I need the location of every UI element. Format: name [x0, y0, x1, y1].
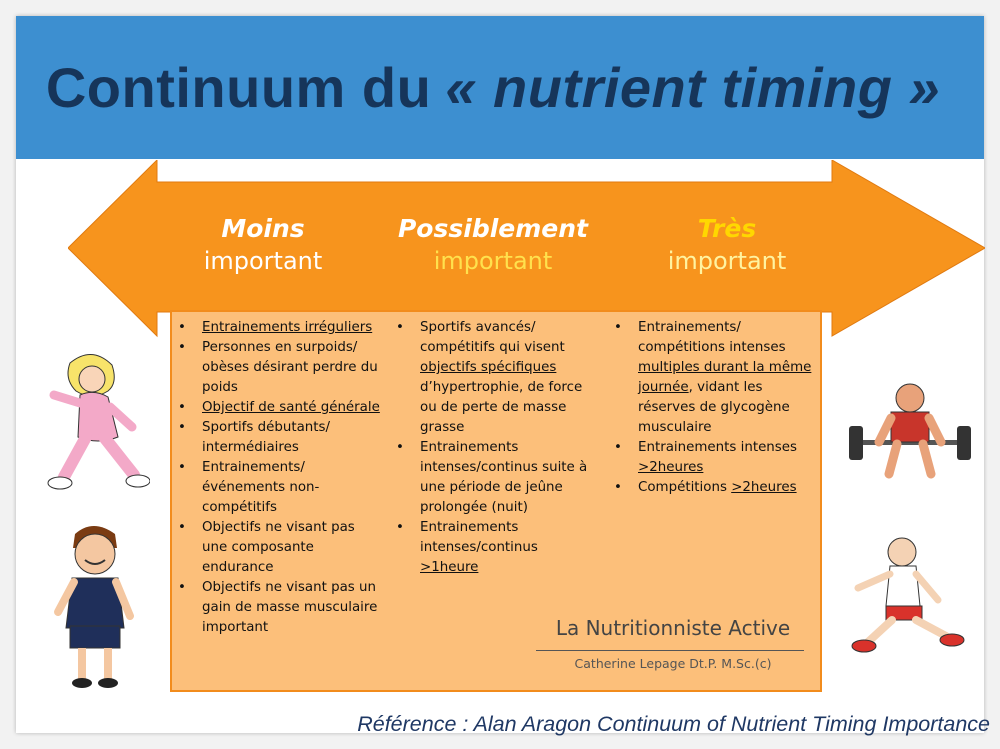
- underlined-text: Objectif de santé générale: [202, 400, 380, 415]
- bullet-text: Entrainements intenses: [638, 440, 797, 455]
- header-very-important: Très important: [667, 214, 787, 275]
- bullet-item: [170, 338, 380, 398]
- bullet-item: [170, 518, 380, 578]
- runner-illustration: [840, 530, 970, 665]
- bullet-text: Sportifs débutants/ intermédiaires: [202, 420, 331, 455]
- header-less-important: Moins important: [203, 214, 323, 275]
- underlined-text: Entrainements irréguliers: [202, 320, 373, 335]
- underlined-text: >2heures: [638, 460, 704, 475]
- bullet-text: Objectifs ne visant pas un gain de masse musculaire important: [202, 580, 378, 635]
- title-emphasis: « nutrient timing »: [445, 56, 941, 119]
- column-very-important: [606, 318, 818, 498]
- brand-author: Catherine Lepage Dt.P. M.Sc.(c): [574, 656, 772, 671]
- header-possibly-important: Possiblement important: [397, 214, 588, 275]
- bullet-text: Objectifs ne visant pas une composante endurance: [202, 520, 355, 575]
- bullet-item: [606, 478, 818, 498]
- title-prefix: Continuum du: [45, 56, 432, 119]
- bullet-text: Entrainements/ compétitions intenses: [638, 320, 786, 355]
- bullet-text: Entrainements/ événements non-compétitifs: [202, 460, 320, 515]
- bullet-item: [170, 398, 380, 418]
- bullet-item: [170, 578, 380, 638]
- bullet-item: [606, 318, 818, 438]
- bullet-item: [388, 518, 598, 578]
- underlined-text: objectifs spécifiques: [420, 360, 557, 375]
- bullet-item: [388, 318, 598, 438]
- bullet-text: Entrainements intenses/continus: [420, 520, 538, 555]
- bullet-text: d’hypertrophie, de force ou de perte de masse grasse: [420, 380, 583, 435]
- woman-walker-illustration: [30, 345, 150, 510]
- bullet-item: [388, 438, 598, 518]
- page-title: [16, 16, 984, 159]
- underlined-text: multiples durant la même journée: [638, 360, 812, 395]
- brand-divider: [536, 650, 804, 651]
- column-less-important: [170, 318, 380, 638]
- weightlifter-illustration: [845, 378, 975, 488]
- underlined-text: >2heures: [731, 480, 797, 495]
- reference-text: Référence : Alan Aragon Continuum of Nutrient Timing Importance: [357, 712, 990, 736]
- bullet-item: [170, 458, 380, 518]
- bullet-item: [170, 418, 380, 458]
- bullet-text: Personnes en surpoids/ obèses désirant perdre du poids: [202, 340, 378, 395]
- bullet-text: Compétitions: [638, 480, 732, 495]
- bullet-item: [606, 438, 818, 478]
- brand-name: La Nutritionniste Active: [555, 616, 791, 640]
- smiling-athlete-illustration: [40, 520, 150, 695]
- column-possibly-important: [388, 318, 598, 578]
- bullet-text: , vidant les réserves de glycogène musculaire: [638, 380, 790, 435]
- bullet-text: Sportifs avancés/ compétitifs qui visent: [420, 320, 565, 355]
- bullet-item: [170, 318, 380, 338]
- underlined-text: >1heure: [420, 560, 479, 575]
- bullet-text: Entrainements intenses/continus suite à une période de jeûne prolongée (nuit): [420, 440, 588, 515]
